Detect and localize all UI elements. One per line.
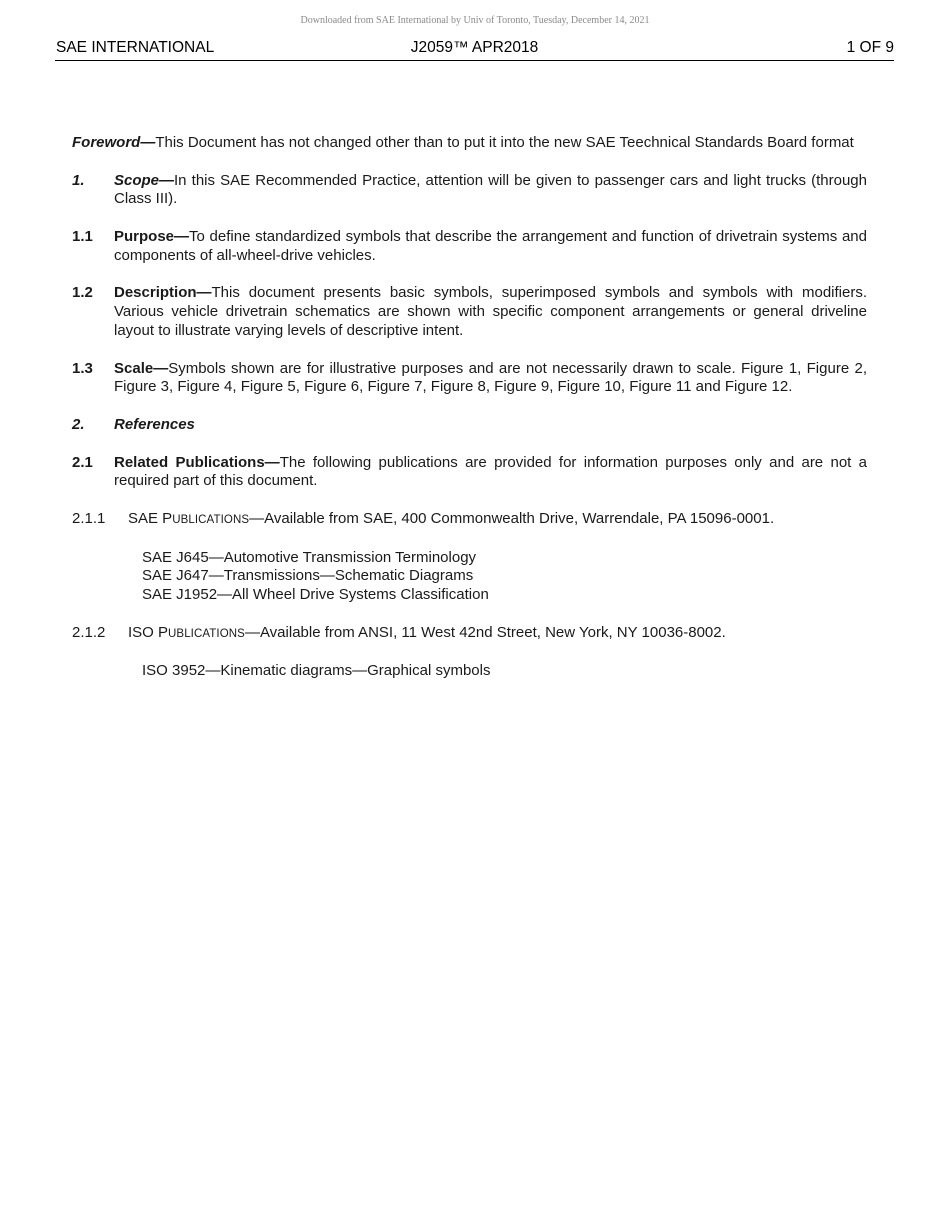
list-item: SAE J647—Transmissions—Schematic Diagrams bbox=[142, 567, 474, 585]
section-text: In this SAE Recommended Practice, attention will be given to passenger cars and light trucks (through Class III). bbox=[114, 171, 867, 208]
document-body bbox=[72, 134, 867, 681]
list-item: SAE J645—Automotive Transmission Terminology bbox=[142, 548, 477, 566]
iso-pubs-title-rest: UBLICATIONS bbox=[168, 627, 245, 640]
iso-publications-heading bbox=[72, 624, 867, 644]
sae-publications-list bbox=[142, 549, 867, 605]
section-number: 1.3 bbox=[72, 359, 93, 377]
section-related-publications bbox=[72, 454, 867, 492]
sae-publications-heading bbox=[72, 510, 867, 530]
foreword-label: Foreword— bbox=[72, 134, 156, 151]
section-title: Scale— bbox=[114, 359, 169, 377]
section-scope bbox=[72, 172, 867, 210]
section-number: 2. bbox=[72, 415, 85, 433]
section-number: 1.2 bbox=[72, 284, 93, 302]
list-item: ISO 3952—Kinematic diagrams—Graphical symbols bbox=[142, 662, 491, 680]
iso-pubs-text: —Available from ANSI, 11 West 42nd Street, New York, NY 10036-8002. bbox=[244, 623, 726, 641]
section-title: Description— bbox=[114, 284, 212, 302]
page-header bbox=[55, 38, 894, 61]
sae-pubs-text: —Available from SAE, 400 Commonwealth Drive, Warrendale, PA 15096-0001. bbox=[249, 509, 775, 527]
section-number: 2.1.1 bbox=[72, 509, 106, 527]
section-purpose bbox=[72, 228, 867, 266]
foreword-paragraph bbox=[72, 134, 867, 153]
sae-pubs-title-initial: SAE P bbox=[128, 509, 173, 527]
section-title: Purpose— bbox=[114, 227, 190, 245]
section-text: The following publications are provided for information purposes only and are not a required part of this document. bbox=[114, 453, 867, 490]
iso-pubs-title-initial: ISO P bbox=[128, 623, 169, 641]
section-text: This document presents basic symbols, superimposed symbols and symbols with modifiers. Various vehicle drivetrain schematics are shown with specific component arrangements or general driveline layout to illustrate varying levels of descriptive intent. bbox=[114, 284, 867, 339]
header-org: SAE INTERNATIONAL bbox=[56, 39, 215, 56]
list-item: SAE J1952—All Wheel Drive Systems Classification bbox=[142, 586, 489, 604]
section-number: 2.1 bbox=[72, 453, 93, 471]
section-title: Scope— bbox=[114, 171, 175, 189]
download-watermark: Downloaded from SAE International by Univ of Toronto, Tuesday, December 14, 2021 bbox=[300, 15, 650, 26]
header-page-number: 1 OF 9 bbox=[846, 39, 894, 56]
sae-pubs-title-rest: UBLICATIONS bbox=[172, 513, 250, 526]
foreword-text: This Document has not changed other than to put it into the new SAE Teechnical Standards Board format bbox=[155, 134, 854, 151]
section-description bbox=[72, 284, 867, 340]
section-references bbox=[72, 416, 867, 435]
section-scale bbox=[72, 360, 867, 398]
section-number: 1.1 bbox=[72, 227, 93, 245]
section-number: 1. bbox=[72, 171, 85, 189]
section-text: Symbols shown are for illustrative purposes and are not necessarily drawn to scale. Figure 1, Figure 2, Figure 3, Figure 4, Figure 5, Figure 6, Figure 7, Figure 8, Figure 9, Figure 10, Figure 11 and Figure 12. bbox=[114, 359, 867, 396]
section-text: To define standardized symbols that describe the arrangement and function of drivetrain systems and components of all-wheel-drive vehicles. bbox=[114, 227, 867, 264]
section-number: 2.1.2 bbox=[72, 623, 106, 641]
header-doc-id: J2059™ APR2018 bbox=[410, 39, 539, 56]
iso-publications-list bbox=[142, 662, 867, 681]
section-title: Related Publications— bbox=[114, 453, 280, 471]
section-title: References bbox=[114, 415, 195, 433]
